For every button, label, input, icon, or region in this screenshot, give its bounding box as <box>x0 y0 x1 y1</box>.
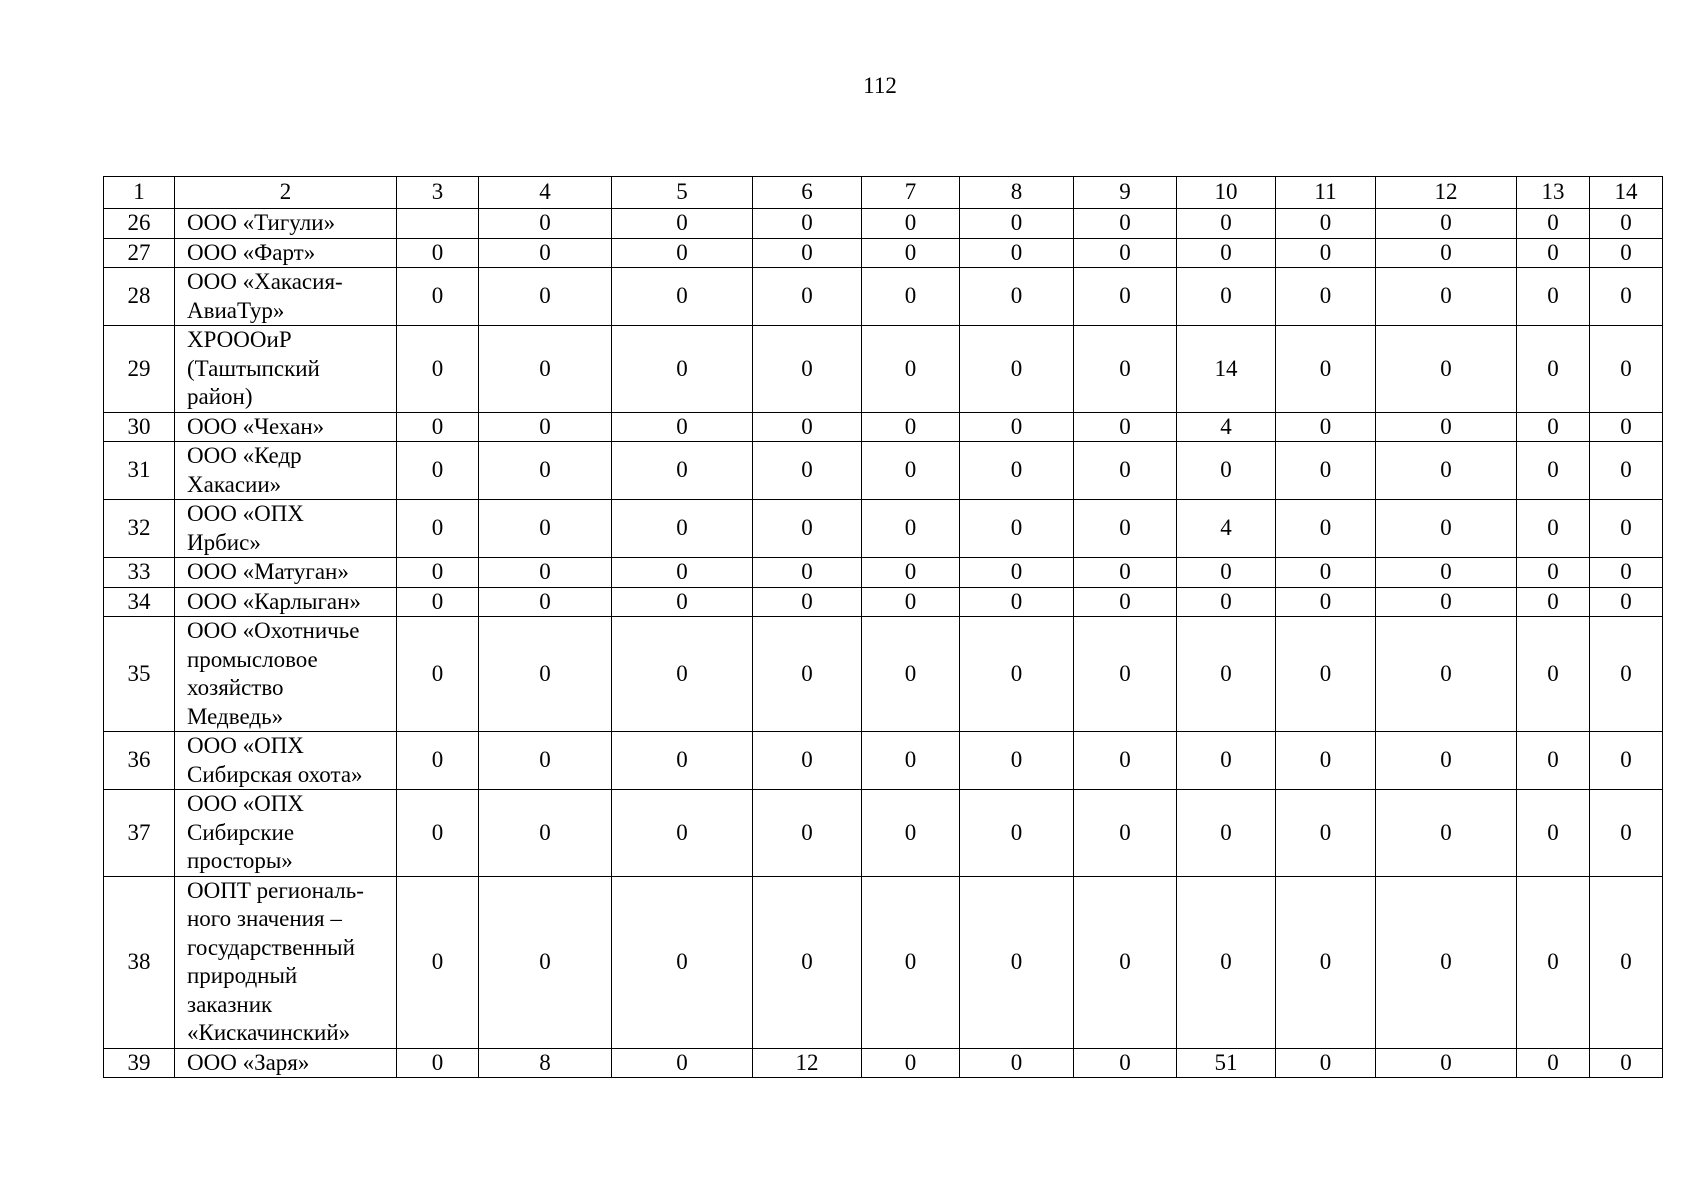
value-cell: 0 <box>862 412 960 442</box>
value-cell: 0 <box>397 790 479 877</box>
value-cell: 0 <box>753 876 862 1048</box>
organization-name-cell <box>175 268 397 326</box>
row-number-cell: 39 <box>104 1048 175 1078</box>
value-cell: 0 <box>753 500 862 558</box>
row-number-cell: 32 <box>104 500 175 558</box>
value-cell: 0 <box>479 326 612 413</box>
value-cell: 0 <box>753 442 862 500</box>
value-cell: 0 <box>862 442 960 500</box>
value-cell: 0 <box>862 587 960 617</box>
value-cell: 0 <box>1376 209 1517 239</box>
value-cell: 0 <box>1074 876 1177 1048</box>
value-cell: 0 <box>960 790 1074 877</box>
value-cell: 0 <box>753 268 862 326</box>
value-cell: 0 <box>612 587 753 617</box>
value-cell: 0 <box>1517 326 1590 413</box>
value-cell: 0 <box>1376 326 1517 413</box>
value-cell: 0 <box>612 268 753 326</box>
value-cell: 0 <box>1376 876 1517 1048</box>
value-cell: 0 <box>612 558 753 588</box>
value-cell: 0 <box>1177 876 1276 1048</box>
value-cell: 0 <box>1376 412 1517 442</box>
value-cell: 0 <box>753 209 862 239</box>
value-cell: 0 <box>1376 238 1517 268</box>
column-header: 14 <box>1590 177 1663 209</box>
table-row <box>104 500 1663 558</box>
table-body <box>104 209 1663 1078</box>
value-cell: 0 <box>612 1048 753 1078</box>
value-cell: 12 <box>753 1048 862 1078</box>
organization-name-line: Медведь» <box>187 703 284 729</box>
value-cell: 0 <box>612 617 753 732</box>
value-cell: 0 <box>960 500 1074 558</box>
value-cell: 0 <box>1376 500 1517 558</box>
organization-name-line: «Кискачинский» <box>187 1020 351 1045</box>
value-cell: 0 <box>1074 238 1177 268</box>
value-cell: 0 <box>397 412 479 442</box>
organization-name-line: (Таштыпский <box>187 355 320 381</box>
value-cell: 0 <box>1590 1048 1663 1078</box>
value-cell: 0 <box>1517 790 1590 877</box>
value-cell: 0 <box>960 209 1074 239</box>
value-cell: 0 <box>1177 732 1276 790</box>
value-cell: 0 <box>1074 209 1177 239</box>
value-cell: 0 <box>397 326 479 413</box>
value-cell: 0 <box>1074 268 1177 326</box>
column-header: 1 <box>104 177 175 209</box>
value-cell: 0 <box>1276 1048 1376 1078</box>
value-cell: 0 <box>1590 268 1663 326</box>
row-number-cell: 30 <box>104 412 175 442</box>
value-cell: 14 <box>1177 326 1276 413</box>
value-cell: 0 <box>1590 442 1663 500</box>
column-header: 8 <box>960 177 1074 209</box>
value-cell: 0 <box>1276 326 1376 413</box>
value-cell: 0 <box>1376 617 1517 732</box>
organization-name-line: промысловое <box>187 646 318 672</box>
organization-name-line: ного значения – <box>187 906 342 931</box>
organization-name-line: Сибирские <box>187 819 295 845</box>
organization-name-cell <box>175 238 397 268</box>
value-cell: 0 <box>397 500 479 558</box>
value-cell: 51 <box>1177 1048 1276 1078</box>
value-cell: 0 <box>1276 268 1376 326</box>
value-cell: 0 <box>479 790 612 877</box>
data-table <box>103 176 1663 1078</box>
column-header: 10 <box>1177 177 1276 209</box>
value-cell: 0 <box>1517 876 1590 1048</box>
value-cell: 0 <box>960 238 1074 268</box>
value-cell: 0 <box>753 617 862 732</box>
value-cell: 0 <box>1276 412 1376 442</box>
value-cell: 0 <box>1276 732 1376 790</box>
value-cell: 0 <box>1074 558 1177 588</box>
table-row <box>104 617 1663 732</box>
value-cell: 0 <box>1074 617 1177 732</box>
value-cell: 0 <box>397 558 479 588</box>
row-number-cell: 33 <box>104 558 175 588</box>
value-cell: 4 <box>1177 500 1276 558</box>
organization-name-line: ООО «ОПХ <box>187 791 304 816</box>
organization-name-line: ООО «Фарт» <box>187 239 316 265</box>
organization-name-line: ХРОООиР <box>187 327 292 352</box>
organization-name-line: АвиаТур» <box>187 297 285 323</box>
value-cell: 0 <box>1276 617 1376 732</box>
organization-name-cell <box>175 1048 397 1078</box>
value-cell: 0 <box>1074 790 1177 877</box>
column-header: 3 <box>397 177 479 209</box>
value-cell: 0 <box>862 238 960 268</box>
value-cell: 0 <box>479 558 612 588</box>
value-cell: 0 <box>862 209 960 239</box>
value-cell: 0 <box>1276 238 1376 268</box>
value-cell: 0 <box>479 876 612 1048</box>
organization-name-line: хозяйство <box>187 675 284 700</box>
organization-name-cell <box>175 209 397 239</box>
value-cell: 0 <box>753 412 862 442</box>
value-cell: 0 <box>1517 732 1590 790</box>
value-cell: 0 <box>1177 617 1276 732</box>
organization-name-line: ООО «ОПХ <box>187 733 304 758</box>
row-number-cell: 29 <box>104 326 175 413</box>
value-cell: 0 <box>479 732 612 790</box>
value-cell: 0 <box>1074 326 1177 413</box>
value-cell: 0 <box>612 326 753 413</box>
value-cell: 0 <box>1177 558 1276 588</box>
value-cell: 0 <box>1376 268 1517 326</box>
value-cell: 0 <box>960 617 1074 732</box>
table-row <box>104 876 1663 1048</box>
value-cell: 0 <box>397 876 479 1048</box>
organization-name-cell <box>175 790 397 877</box>
row-number-cell: 34 <box>104 587 175 617</box>
value-cell: 0 <box>753 732 862 790</box>
value-cell: 0 <box>862 617 960 732</box>
value-cell: 0 <box>612 412 753 442</box>
value-cell: 0 <box>1074 1048 1177 1078</box>
value-cell: 0 <box>1177 587 1276 617</box>
value-cell: 0 <box>1276 876 1376 1048</box>
organization-name-line: Хакасии» <box>187 471 282 497</box>
value-cell: 0 <box>1590 209 1663 239</box>
value-cell: 0 <box>1376 442 1517 500</box>
value-cell: 0 <box>862 500 960 558</box>
organization-name-line: ООО «Чехан» <box>187 413 325 439</box>
value-cell: 0 <box>1177 209 1276 239</box>
column-header: 6 <box>753 177 862 209</box>
value-cell <box>397 209 479 239</box>
organization-name-cell <box>175 500 397 558</box>
organization-name-line: природный <box>187 963 298 988</box>
column-header: 2 <box>175 177 397 209</box>
organization-name-cell <box>175 442 397 500</box>
header-row <box>104 177 1663 209</box>
value-cell: 0 <box>612 500 753 558</box>
value-cell: 0 <box>1590 238 1663 268</box>
value-cell: 0 <box>479 268 612 326</box>
organization-name-line: ООО «Тигули» <box>187 210 336 235</box>
row-number-cell: 37 <box>104 790 175 877</box>
value-cell: 0 <box>1276 442 1376 500</box>
organization-name-cell <box>175 617 397 732</box>
value-cell: 0 <box>753 238 862 268</box>
table-row <box>104 209 1663 239</box>
table-row <box>104 1048 1663 1078</box>
organization-name-line: ООО «ОПХ <box>187 501 304 526</box>
organization-name-cell <box>175 412 397 442</box>
value-cell: 0 <box>397 442 479 500</box>
table-row <box>104 732 1663 790</box>
value-cell: 0 <box>1590 790 1663 877</box>
organization-name-line: просторы» <box>187 848 293 873</box>
value-cell: 0 <box>1074 442 1177 500</box>
value-cell: 0 <box>612 732 753 790</box>
table-row <box>104 412 1663 442</box>
value-cell: 4 <box>1177 412 1276 442</box>
value-cell: 0 <box>1074 587 1177 617</box>
value-cell: 0 <box>1517 617 1590 732</box>
value-cell: 0 <box>479 238 612 268</box>
value-cell: 0 <box>1177 238 1276 268</box>
value-cell: 0 <box>397 587 479 617</box>
value-cell: 0 <box>1517 238 1590 268</box>
column-header: 7 <box>862 177 960 209</box>
row-number-cell: 27 <box>104 238 175 268</box>
column-header: 12 <box>1376 177 1517 209</box>
page-number: 112 <box>863 73 897 98</box>
value-cell: 0 <box>1376 1048 1517 1078</box>
value-cell: 0 <box>479 500 612 558</box>
table-row <box>104 238 1663 268</box>
organization-name-cell <box>175 587 397 617</box>
value-cell: 0 <box>960 1048 1074 1078</box>
row-number-cell: 31 <box>104 442 175 500</box>
value-cell: 0 <box>612 876 753 1048</box>
value-cell: 0 <box>753 587 862 617</box>
value-cell: 0 <box>1517 500 1590 558</box>
value-cell: 0 <box>960 442 1074 500</box>
value-cell: 0 <box>1074 412 1177 442</box>
value-cell: 0 <box>862 790 960 877</box>
organization-name-line: ООО «Кедр <box>187 443 302 468</box>
row-number-cell: 28 <box>104 268 175 326</box>
value-cell: 0 <box>1074 500 1177 558</box>
value-cell: 0 <box>1517 442 1590 500</box>
value-cell: 0 <box>753 326 862 413</box>
value-cell: 0 <box>479 412 612 442</box>
value-cell: 0 <box>1517 558 1590 588</box>
value-cell: 0 <box>1590 876 1663 1048</box>
table-row <box>104 587 1663 617</box>
organization-name-line: ООПТ региональ- <box>187 877 364 903</box>
value-cell: 0 <box>1590 326 1663 413</box>
organization-name-line: ООО «Охотничье <box>187 618 360 643</box>
organization-name-cell <box>175 876 397 1048</box>
row-number-cell: 36 <box>104 732 175 790</box>
value-cell: 0 <box>612 238 753 268</box>
value-cell: 0 <box>1276 790 1376 877</box>
value-cell: 0 <box>479 617 612 732</box>
value-cell: 0 <box>397 732 479 790</box>
value-cell: 0 <box>479 442 612 500</box>
row-number-cell: 26 <box>104 209 175 239</box>
value-cell: 0 <box>960 412 1074 442</box>
value-cell: 0 <box>1276 209 1376 239</box>
value-cell: 0 <box>479 209 612 239</box>
value-cell: 0 <box>960 558 1074 588</box>
value-cell: 0 <box>1376 732 1517 790</box>
column-header: 5 <box>612 177 753 209</box>
table-row <box>104 326 1663 413</box>
organization-name-line: ООО «Матуган» <box>187 559 349 584</box>
organization-name-line: заказник <box>187 991 273 1017</box>
value-cell: 0 <box>1517 209 1590 239</box>
column-header: 9 <box>1074 177 1177 209</box>
value-cell: 0 <box>612 442 753 500</box>
organization-name-line: район) <box>187 384 253 409</box>
value-cell: 0 <box>1376 587 1517 617</box>
value-cell: 0 <box>1590 558 1663 588</box>
value-cell: 0 <box>862 326 960 413</box>
value-cell: 8 <box>479 1048 612 1078</box>
value-cell: 0 <box>753 558 862 588</box>
value-cell: 0 <box>612 209 753 239</box>
value-cell: 0 <box>960 587 1074 617</box>
value-cell: 0 <box>1177 442 1276 500</box>
value-cell: 0 <box>1590 617 1663 732</box>
value-cell: 0 <box>1276 587 1376 617</box>
organization-name-cell <box>175 326 397 413</box>
table-row <box>104 442 1663 500</box>
value-cell: 0 <box>960 326 1074 413</box>
value-cell: 0 <box>1517 1048 1590 1078</box>
value-cell: 0 <box>1177 790 1276 877</box>
organization-name-line: ООО «Хакасия- <box>187 269 343 294</box>
organization-name-line: ООО «Карлыган» <box>187 588 361 614</box>
table-row <box>104 790 1663 877</box>
column-header: 4 <box>479 177 612 209</box>
organization-name-line: государственный <box>187 934 355 960</box>
organization-name-cell <box>175 732 397 790</box>
value-cell: 0 <box>862 876 960 1048</box>
value-cell: 0 <box>1276 500 1376 558</box>
value-cell: 0 <box>862 1048 960 1078</box>
value-cell: 0 <box>862 558 960 588</box>
value-cell: 0 <box>1517 412 1590 442</box>
value-cell: 0 <box>612 790 753 877</box>
table-row <box>104 558 1663 588</box>
organization-name-cell <box>175 558 397 588</box>
column-header: 11 <box>1276 177 1376 209</box>
value-cell: 0 <box>1074 732 1177 790</box>
value-cell: 0 <box>1517 587 1590 617</box>
value-cell: 0 <box>960 876 1074 1048</box>
value-cell: 0 <box>1590 732 1663 790</box>
value-cell: 0 <box>1590 500 1663 558</box>
value-cell: 0 <box>960 268 1074 326</box>
row-number-cell: 35 <box>104 617 175 732</box>
value-cell: 0 <box>1177 268 1276 326</box>
value-cell: 0 <box>960 732 1074 790</box>
value-cell: 0 <box>1376 790 1517 877</box>
column-header: 13 <box>1517 177 1590 209</box>
value-cell: 0 <box>1376 558 1517 588</box>
value-cell: 0 <box>753 790 862 877</box>
organization-name-line: Сибирская охота» <box>187 761 363 787</box>
value-cell: 0 <box>397 268 479 326</box>
row-number-cell: 38 <box>104 876 175 1048</box>
value-cell: 0 <box>862 268 960 326</box>
table-row <box>104 268 1663 326</box>
value-cell: 0 <box>1590 587 1663 617</box>
value-cell: 0 <box>1517 268 1590 326</box>
value-cell: 0 <box>397 1048 479 1078</box>
value-cell: 0 <box>1276 558 1376 588</box>
organization-name-line: ООО «Заря» <box>187 1049 310 1075</box>
value-cell: 0 <box>1590 412 1663 442</box>
value-cell: 0 <box>397 238 479 268</box>
value-cell: 0 <box>862 732 960 790</box>
organization-name-line: Ирбис» <box>187 529 261 555</box>
value-cell: 0 <box>479 587 612 617</box>
value-cell: 0 <box>397 617 479 732</box>
